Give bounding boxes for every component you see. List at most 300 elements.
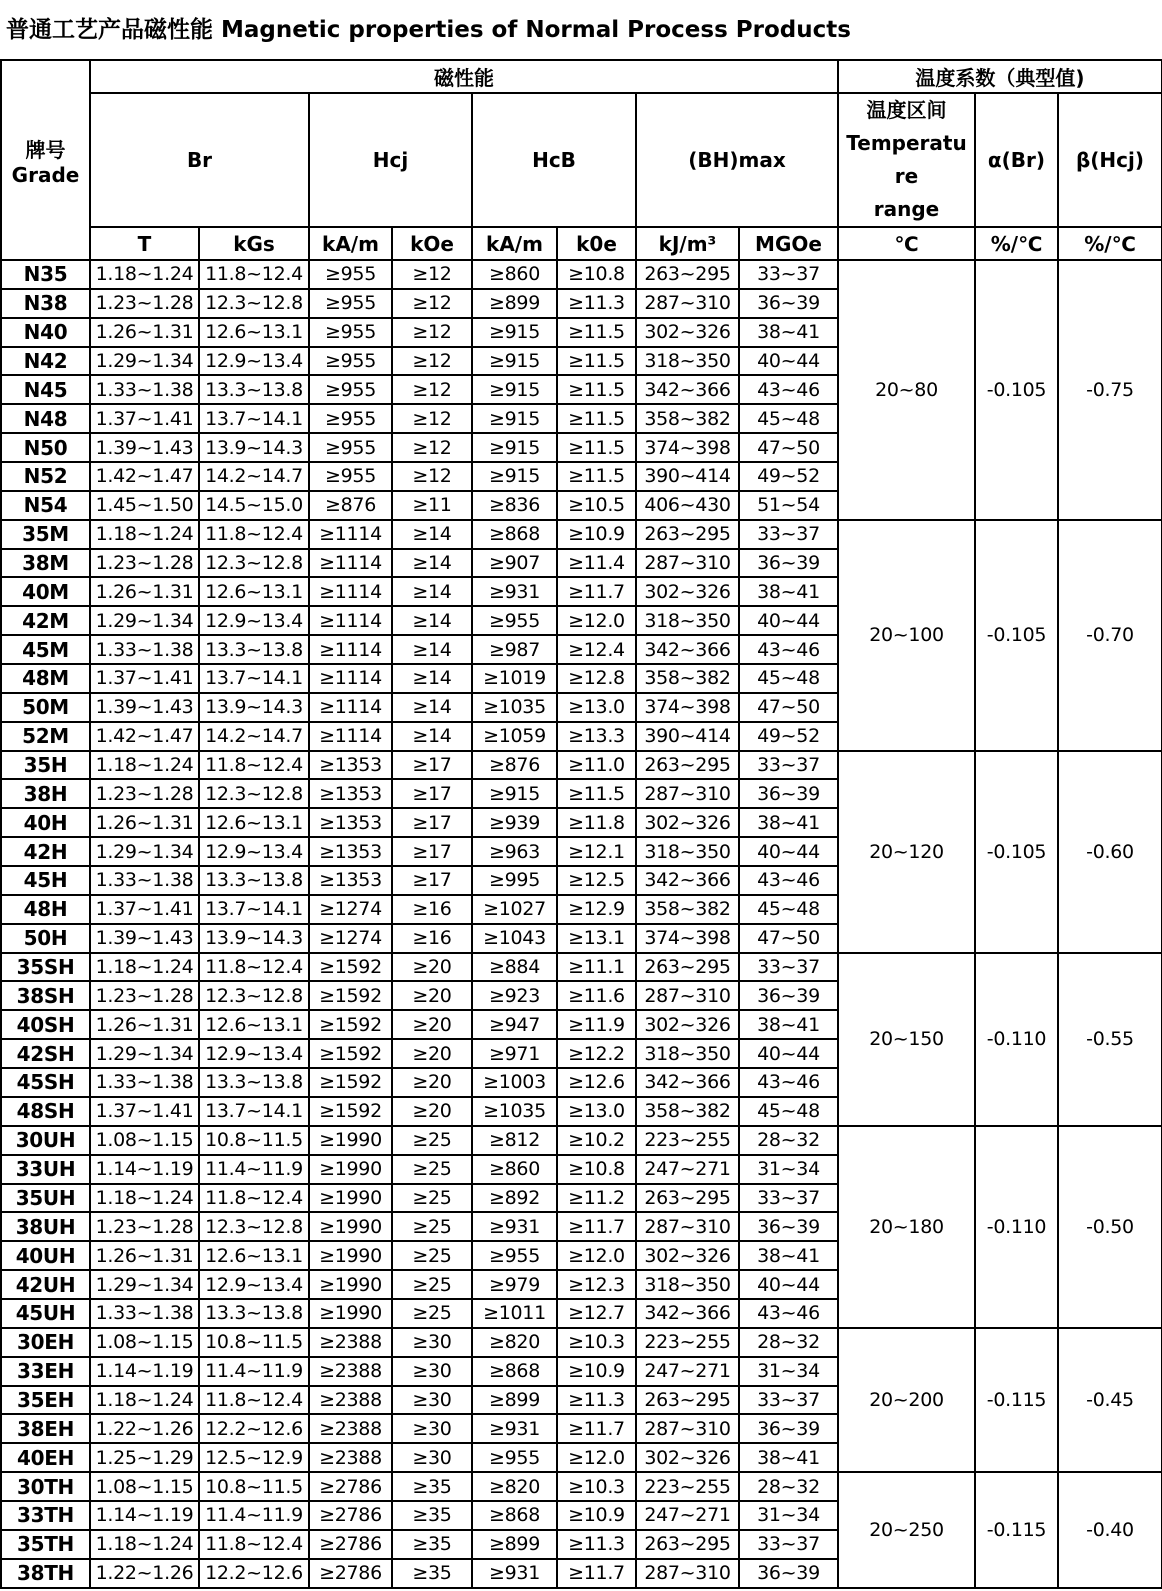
temperature-range-en-1: Temperatu [846, 131, 967, 155]
beta-hcj-cell: -0.55 [1058, 953, 1162, 1126]
temperature-coefficient-header: 温度系数（典型值) [838, 60, 1162, 93]
br-t-cell: 1.33~1.38 [90, 375, 199, 404]
br-t-cell: 1.29~1.34 [90, 606, 199, 635]
bhmax-kjm3-cell: 302~326 [636, 577, 739, 606]
hcb-kam-cell: ≥955 [472, 606, 557, 635]
hcj-kam-cell: ≥1592 [309, 1010, 392, 1039]
hcb-kam-cell: ≥987 [472, 635, 557, 664]
hcj-kam-cell: ≥955 [309, 347, 392, 376]
br-kgs-cell: 12.3~12.8 [199, 289, 309, 318]
hcb-kam-cell: ≥915 [472, 462, 557, 491]
bhmax-mgoe-cell: 31~34 [739, 1155, 838, 1184]
grade-cell: 30UH [1, 1126, 90, 1155]
grade-cell: 33EH [1, 1357, 90, 1386]
hcj-kam-cell: ≥1990 [309, 1270, 392, 1299]
bhmax-mgoe-cell: 38~41 [739, 1010, 838, 1039]
bhmax-mgoe-cell: 36~39 [739, 1559, 838, 1588]
hcj-kam-cell: ≥955 [309, 433, 392, 462]
hcb-kam-cell: ≥939 [472, 808, 557, 837]
hcb-koe-cell: ≥11.7 [557, 1414, 636, 1443]
hcb-kam-cell: ≥915 [472, 433, 557, 462]
hcj-koe-cell: ≥25 [392, 1184, 472, 1213]
hcb-kam-cell: ≥1011 [472, 1299, 557, 1328]
bhmax-mgoe-cell: 33~37 [739, 1530, 838, 1559]
hcj-kam-cell: ≥1353 [309, 866, 392, 895]
hcj-kam-cell: ≥2786 [309, 1501, 392, 1530]
br-t-cell: 1.29~1.34 [90, 1039, 199, 1068]
hcj-koe-cell: ≥14 [392, 664, 472, 693]
bhmax-kjm3-cell: 287~310 [636, 1559, 739, 1588]
hcj-koe-cell: ≥16 [392, 895, 472, 924]
br-kgs-cell: 11.4~11.9 [199, 1155, 309, 1184]
grade-cell: 45M [1, 635, 90, 664]
br-kgs-cell: 12.9~13.4 [199, 1270, 309, 1299]
br-kgs-cell: 13.9~14.3 [199, 693, 309, 722]
hcb-kam-cell: ≥1027 [472, 895, 557, 924]
br-t-cell: 1.39~1.43 [90, 693, 199, 722]
hcb-koe-cell: ≥11.7 [557, 1212, 636, 1241]
bhmax-kjm3-cell: 318~350 [636, 1270, 739, 1299]
br-kgs-cell: 11.8~12.4 [199, 1386, 309, 1415]
hcb-koe-cell: ≥12.3 [557, 1270, 636, 1299]
br-t-cell: 1.18~1.24 [90, 1530, 199, 1559]
bhmax-mgoe-cell: 40~44 [739, 1039, 838, 1068]
bhmax-kjm3-cell: 374~398 [636, 693, 739, 722]
hcj-koe-cell: ≥35 [392, 1559, 472, 1588]
hcj-kam-cell: ≥2388 [309, 1328, 392, 1357]
grade-cell: 35UH [1, 1184, 90, 1213]
grade-cell: 35H [1, 751, 90, 780]
br-kgs-cell: 12.9~13.4 [199, 1039, 309, 1068]
bhmax-kjm3-cell: 263~295 [636, 751, 739, 780]
br-t-cell: 1.29~1.34 [90, 1270, 199, 1299]
grade-cell: 40EH [1, 1443, 90, 1472]
hcb-kam-cell: ≥1019 [472, 664, 557, 693]
br-kgs-cell: 13.3~13.8 [199, 1299, 309, 1328]
hcb-kam-cell: ≥1035 [472, 693, 557, 722]
hcb-kam-cell: ≥876 [472, 751, 557, 780]
bhmax-kjm3-cell: 358~382 [636, 1097, 739, 1126]
bhmax-kjm3-cell: 263~295 [636, 1184, 739, 1213]
hcj-kam-cell: ≥1114 [309, 722, 392, 751]
hcj-kam-cell: ≥2786 [309, 1472, 392, 1501]
hcb-kam-cell: ≥836 [472, 491, 557, 520]
grade-cell: 38EH [1, 1414, 90, 1443]
bhmax-kjm3-cell: 263~295 [636, 260, 739, 289]
hcb-koe-cell: ≥10.9 [557, 520, 636, 549]
br-kgs-cell: 10.8~11.5 [199, 1328, 309, 1357]
grade-cell: 48SH [1, 1097, 90, 1126]
beta-hcj-header: β(Hcj) [1058, 93, 1162, 227]
br-kgs-cell: 12.9~13.4 [199, 837, 309, 866]
grade-cell: 40H [1, 808, 90, 837]
hcb-koe-cell: ≥11.5 [557, 779, 636, 808]
br-t-cell: 1.23~1.28 [90, 289, 199, 318]
hcj-kam-cell: ≥1592 [309, 981, 392, 1010]
hcj-koe-cell: ≥30 [392, 1328, 472, 1357]
table-row [1, 751, 1162, 780]
bhmax-kjm3-cell: 342~366 [636, 1299, 739, 1328]
grade-cell: N38 [1, 289, 90, 318]
grade-cell: N45 [1, 375, 90, 404]
hcb-koe-cell: ≥11.7 [557, 577, 636, 606]
table-row [1, 1126, 1162, 1155]
hcb-kam-cell: ≥931 [472, 1414, 557, 1443]
grade-cell: N54 [1, 491, 90, 520]
br-kgs-cell: 12.6~13.1 [199, 318, 309, 347]
grade-cell: 33TH [1, 1501, 90, 1530]
br-kgs-cell: 12.2~12.6 [199, 1414, 309, 1443]
hcb-kam-cell: ≥995 [472, 866, 557, 895]
hcj-koe-cell: ≥12 [392, 289, 472, 318]
bhmax-kjm3-cell: 302~326 [636, 318, 739, 347]
br-kgs-cell: 12.2~12.6 [199, 1559, 309, 1588]
br-t-cell: 1.33~1.38 [90, 866, 199, 895]
br-t-cell: 1.26~1.31 [90, 1241, 199, 1270]
br-kgs-cell: 11.4~11.9 [199, 1501, 309, 1530]
br-kgs-cell: 13.7~14.1 [199, 404, 309, 433]
bhmax-kjm3-cell: 302~326 [636, 1010, 739, 1039]
hcb-koe-cell: ≥11.3 [557, 1530, 636, 1559]
grade-header [1, 60, 90, 260]
hcj-kam-cell: ≥1990 [309, 1155, 392, 1184]
hcb-kam-cell: ≥820 [472, 1328, 557, 1357]
br-kgs-cell: 11.8~12.4 [199, 953, 309, 982]
temperature-range-cell: 20~150 [838, 953, 975, 1126]
table-header [1, 60, 1162, 260]
hcj-kam-cell: ≥955 [309, 318, 392, 347]
hcj-kam-cell: ≥1114 [309, 693, 392, 722]
hcj-koe-cell: ≥20 [392, 1097, 472, 1126]
hcj-kam-cell: ≥1592 [309, 1097, 392, 1126]
grade-cell: 33UH [1, 1155, 90, 1184]
bhmax-kjm3-cell: 302~326 [636, 1443, 739, 1472]
br-t-cell: 1.23~1.28 [90, 981, 199, 1010]
br-kgs-cell: 13.7~14.1 [199, 1097, 309, 1126]
br-t-cell: 1.42~1.47 [90, 722, 199, 751]
hcj-kam-cell: ≥1353 [309, 779, 392, 808]
alpha-br-cell: -0.115 [975, 1328, 1058, 1472]
grade-cell: 40UH [1, 1241, 90, 1270]
bhmax-mgoe-cell: 28~32 [739, 1472, 838, 1501]
bhmax-kjm3-cell: 374~398 [636, 924, 739, 953]
bhmax-kjm3-cell: 247~271 [636, 1501, 739, 1530]
bhmax-mgoe-cell: 36~39 [739, 1212, 838, 1241]
beta-hcj-cell: -0.50 [1058, 1126, 1162, 1328]
hcb-koe-cell: ≥11.5 [557, 404, 636, 433]
hcj-koe-cell: ≥12 [392, 375, 472, 404]
temperature-range-cell: 20~100 [838, 520, 975, 751]
br-kgs-cell: 14.2~14.7 [199, 462, 309, 491]
bhmax-kjm3-cell: 318~350 [636, 347, 739, 376]
table-row [1, 260, 1162, 289]
hcj-kam-cell: ≥2388 [309, 1386, 392, 1415]
bhmax-kjm3-cell: 223~255 [636, 1328, 739, 1357]
bhmax-mgoe-cell: 36~39 [739, 779, 838, 808]
hcj-koe-cell: ≥35 [392, 1472, 472, 1501]
beta-hcj-cell: -0.70 [1058, 520, 1162, 751]
hcb-kam-cell: ≥931 [472, 1212, 557, 1241]
bhmax-kjm3-cell: 247~271 [636, 1357, 739, 1386]
hcj-kam-cell: ≥2786 [309, 1530, 392, 1559]
hcb-kam-cell: ≥915 [472, 779, 557, 808]
br-kgs-cell: 12.6~13.1 [199, 808, 309, 837]
br-t-cell: 1.37~1.41 [90, 895, 199, 924]
grade-cell: 35M [1, 520, 90, 549]
hcj-koe-cell: ≥25 [392, 1126, 472, 1155]
hcj-kam-cell: ≥1353 [309, 808, 392, 837]
br-kgs-cell: 12.6~13.1 [199, 1241, 309, 1270]
br-kgs-cell: 13.7~14.1 [199, 895, 309, 924]
grade-cell: 38H [1, 779, 90, 808]
bhmax-mgoe-cell: 33~37 [739, 1184, 838, 1213]
hcb-koe-cell: ≥11.5 [557, 318, 636, 347]
bhmax-kjm3-cell: 263~295 [636, 1386, 739, 1415]
hcj-kam-cell: ≥1353 [309, 751, 392, 780]
alpha-br-header: α(Br) [975, 93, 1058, 227]
hcb-kam-cell: ≥868 [472, 520, 557, 549]
bhmax-mgoe-cell: 36~39 [739, 981, 838, 1010]
hcj-kam-cell: ≥2388 [309, 1357, 392, 1386]
hcb-kam-cell: ≥820 [472, 1472, 557, 1501]
magnetic-properties-header: 磁性能 [90, 60, 838, 93]
grade-cell: 48M [1, 664, 90, 693]
hcb-kam-cell: ≥915 [472, 375, 557, 404]
bhmax-mgoe-cell: 38~41 [739, 808, 838, 837]
grade-header-cn: 牌号 [25, 137, 66, 162]
hcb-koe-cell: ≥11.5 [557, 433, 636, 462]
hcb-koe-cell: ≥11.5 [557, 462, 636, 491]
grade-cell: N35 [1, 260, 90, 289]
bhmax-kjm3-cell: 390~414 [636, 722, 739, 751]
bhmax-kjm3-cell: 318~350 [636, 837, 739, 866]
hcj-kam-cell: ≥1114 [309, 664, 392, 693]
hcb-koe-cell: ≥12.0 [557, 1241, 636, 1270]
grade-cell: 48H [1, 895, 90, 924]
grade-cell: 40M [1, 577, 90, 606]
grade-cell: 42M [1, 606, 90, 635]
grade-cell: 35SH [1, 953, 90, 982]
hcj-kam-cell: ≥955 [309, 462, 392, 491]
grade-cell: 30EH [1, 1328, 90, 1357]
hcj-koe-cell: ≥30 [392, 1357, 472, 1386]
temperature-range-header [838, 93, 975, 227]
hcj-kam-cell: ≥955 [309, 289, 392, 318]
hcb-koe-cell: ≥12.2 [557, 1039, 636, 1068]
hcb-kam-cell: ≥899 [472, 289, 557, 318]
br-kgs-cell: 12.3~12.8 [199, 779, 309, 808]
hcb-kam-cell: ≥907 [472, 549, 557, 578]
bhmax-mgoe-cell: 47~50 [739, 433, 838, 462]
br-t-cell: 1.18~1.24 [90, 260, 199, 289]
bhmax-kjm3-cell: 223~255 [636, 1126, 739, 1155]
bhmax-mgoe-cell: 45~48 [739, 404, 838, 433]
hcj-kam-cell: ≥1990 [309, 1126, 392, 1155]
grade-cell: 35EH [1, 1386, 90, 1415]
unit-cell: %/℃ [1058, 227, 1162, 260]
bhmax-mgoe-cell: 33~37 [739, 520, 838, 549]
unit-row [1, 227, 1162, 260]
table-row [1, 1328, 1162, 1357]
br-kgs-cell: 10.8~11.5 [199, 1126, 309, 1155]
hcj-koe-cell: ≥12 [392, 462, 472, 491]
hcj-kam-cell: ≥1990 [309, 1184, 392, 1213]
alpha-br-cell: -0.105 [975, 520, 1058, 751]
hcj-koe-cell: ≥12 [392, 404, 472, 433]
hcj-kam-cell: ≥2388 [309, 1414, 392, 1443]
beta-hcj-cell: -0.40 [1058, 1472, 1162, 1587]
unit-cell: kJ/m³ [636, 227, 739, 260]
bhmax-mgoe-cell: 43~46 [739, 1068, 838, 1097]
magnetic-properties-table [0, 59, 1162, 1589]
hcj-koe-cell: ≥20 [392, 981, 472, 1010]
bhmax-mgoe-cell: 36~39 [739, 289, 838, 318]
br-t-cell: 1.08~1.15 [90, 1472, 199, 1501]
hcj-koe-cell: ≥25 [392, 1212, 472, 1241]
hcb-koe-cell: ≥12.0 [557, 1443, 636, 1472]
alpha-br-cell: -0.115 [975, 1472, 1058, 1587]
hcj-koe-cell: ≥20 [392, 1010, 472, 1039]
bhmax-kjm3-cell: 287~310 [636, 779, 739, 808]
hcb-kam-cell: ≥931 [472, 1559, 557, 1588]
bhmax-mgoe-cell: 31~34 [739, 1501, 838, 1530]
temperature-range-en-2: re [894, 164, 919, 188]
bhmax-kjm3-cell: 358~382 [636, 895, 739, 924]
hcb-kam-cell: ≥931 [472, 577, 557, 606]
hcb-kam-cell: ≥947 [472, 1010, 557, 1039]
bhmax-kjm3-cell: 406~430 [636, 491, 739, 520]
temperature-range-en-3: range [873, 197, 940, 221]
unit-cell: kA/m [472, 227, 557, 260]
br-kgs-cell: 11.8~12.4 [199, 520, 309, 549]
grade-cell: 45UH [1, 1299, 90, 1328]
grade-cell: 42SH [1, 1039, 90, 1068]
hcb-kam-cell: ≥868 [472, 1501, 557, 1530]
grade-cell: 50H [1, 924, 90, 953]
hcb-kam-cell: ≥971 [472, 1039, 557, 1068]
hcb-koe-cell: ≥13.1 [557, 924, 636, 953]
hcb-koe-cell: ≥11.1 [557, 953, 636, 982]
br-t-cell: 1.18~1.24 [90, 953, 199, 982]
alpha-br-cell: -0.105 [975, 260, 1058, 520]
bhmax-kjm3-cell: 342~366 [636, 375, 739, 404]
grade-cell: 35TH [1, 1530, 90, 1559]
br-t-cell: 1.33~1.38 [90, 1299, 199, 1328]
hcb-kam-cell: ≥915 [472, 318, 557, 347]
hcj-kam-cell: ≥1592 [309, 1039, 392, 1068]
unit-cell: MGOe [739, 227, 838, 260]
hcj-koe-cell: ≥20 [392, 1068, 472, 1097]
br-kgs-cell: 13.3~13.8 [199, 375, 309, 404]
hcj-kam-cell: ≥955 [309, 260, 392, 289]
bhmax-kjm3-cell: 287~310 [636, 1212, 739, 1241]
hcb-koe-cell: ≥11.3 [557, 289, 636, 318]
br-t-cell: 1.37~1.41 [90, 1097, 199, 1126]
br-t-cell: 1.42~1.47 [90, 462, 199, 491]
bhmax-kjm3-cell: 318~350 [636, 606, 739, 635]
hcb-koe-cell: ≥12.0 [557, 606, 636, 635]
hcj-koe-cell: ≥20 [392, 1039, 472, 1068]
alpha-br-cell: -0.110 [975, 1126, 1058, 1328]
hcj-koe-cell: ≥17 [392, 751, 472, 780]
hcb-koe-cell: ≥10.2 [557, 1126, 636, 1155]
br-t-cell: 1.26~1.31 [90, 1010, 199, 1039]
bhmax-kjm3-cell: 390~414 [636, 462, 739, 491]
bhmax-kjm3-cell: 342~366 [636, 1068, 739, 1097]
beta-hcj-cell: -0.75 [1058, 260, 1162, 520]
br-t-cell: 1.33~1.38 [90, 1068, 199, 1097]
bhmax-kjm3-cell: 287~310 [636, 289, 739, 318]
hcj-kam-cell: ≥1990 [309, 1299, 392, 1328]
hcb-koe-cell: ≥10.9 [557, 1357, 636, 1386]
table-row [1, 953, 1162, 982]
hcj-kam-cell: ≥955 [309, 375, 392, 404]
br-kgs-cell: 12.9~13.4 [199, 606, 309, 635]
bhmax-mgoe-cell: 40~44 [739, 1270, 838, 1299]
bhmax-mgoe-cell: 45~48 [739, 895, 838, 924]
temperature-range-cell: 20~180 [838, 1126, 975, 1328]
hcb-kam-cell: ≥1035 [472, 1097, 557, 1126]
hcj-koe-cell: ≥20 [392, 953, 472, 982]
hcb-header: HcB [472, 93, 636, 227]
hcb-koe-cell: ≥11.5 [557, 347, 636, 376]
bhmax-kjm3-cell: 263~295 [636, 520, 739, 549]
hcj-kam-cell: ≥1990 [309, 1212, 392, 1241]
hcj-koe-cell: ≥30 [392, 1386, 472, 1415]
grade-cell: 40SH [1, 1010, 90, 1039]
grade-cell: N48 [1, 404, 90, 433]
grade-cell: 38SH [1, 981, 90, 1010]
hcb-kam-cell: ≥860 [472, 1155, 557, 1184]
hcj-koe-cell: ≥35 [392, 1501, 472, 1530]
br-t-cell: 1.23~1.28 [90, 549, 199, 578]
hcj-kam-cell: ≥1592 [309, 1068, 392, 1097]
bhmax-mgoe-cell: 38~41 [739, 1241, 838, 1270]
hcb-koe-cell: ≥12.5 [557, 866, 636, 895]
bhmax-mgoe-cell: 43~46 [739, 635, 838, 664]
hcj-koe-cell: ≥30 [392, 1414, 472, 1443]
bhmax-kjm3-cell: 223~255 [636, 1472, 739, 1501]
hcj-header: Hcj [309, 93, 472, 227]
bhmax-mgoe-cell: 28~32 [739, 1328, 838, 1357]
hcb-kam-cell: ≥812 [472, 1126, 557, 1155]
hcb-koe-cell: ≥10.8 [557, 1155, 636, 1184]
br-t-cell: 1.18~1.24 [90, 520, 199, 549]
bhmax-kjm3-cell: 263~295 [636, 1530, 739, 1559]
br-t-cell: 1.29~1.34 [90, 837, 199, 866]
br-t-cell: 1.39~1.43 [90, 924, 199, 953]
hcj-koe-cell: ≥14 [392, 635, 472, 664]
bhmax-mgoe-cell: 36~39 [739, 1414, 838, 1443]
hcj-kam-cell: ≥2786 [309, 1559, 392, 1588]
br-t-cell: 1.29~1.34 [90, 347, 199, 376]
bhmax-mgoe-cell: 49~52 [739, 722, 838, 751]
hcj-koe-cell: ≥12 [392, 318, 472, 347]
hcj-kam-cell: ≥1353 [309, 837, 392, 866]
grade-cell: N50 [1, 433, 90, 462]
hcb-koe-cell: ≥13.0 [557, 693, 636, 722]
hcb-koe-cell: ≥11.3 [557, 1386, 636, 1415]
hcb-koe-cell: ≥11.8 [557, 808, 636, 837]
grade-cell: N52 [1, 462, 90, 491]
hcj-kam-cell: ≥1114 [309, 606, 392, 635]
br-kgs-cell: 12.6~13.1 [199, 1010, 309, 1039]
hcb-kam-cell: ≥979 [472, 1270, 557, 1299]
unit-cell: kGs [199, 227, 309, 260]
br-t-cell: 1.18~1.24 [90, 1386, 199, 1415]
grade-cell: 30TH [1, 1472, 90, 1501]
br-kgs-cell: 13.3~13.8 [199, 635, 309, 664]
